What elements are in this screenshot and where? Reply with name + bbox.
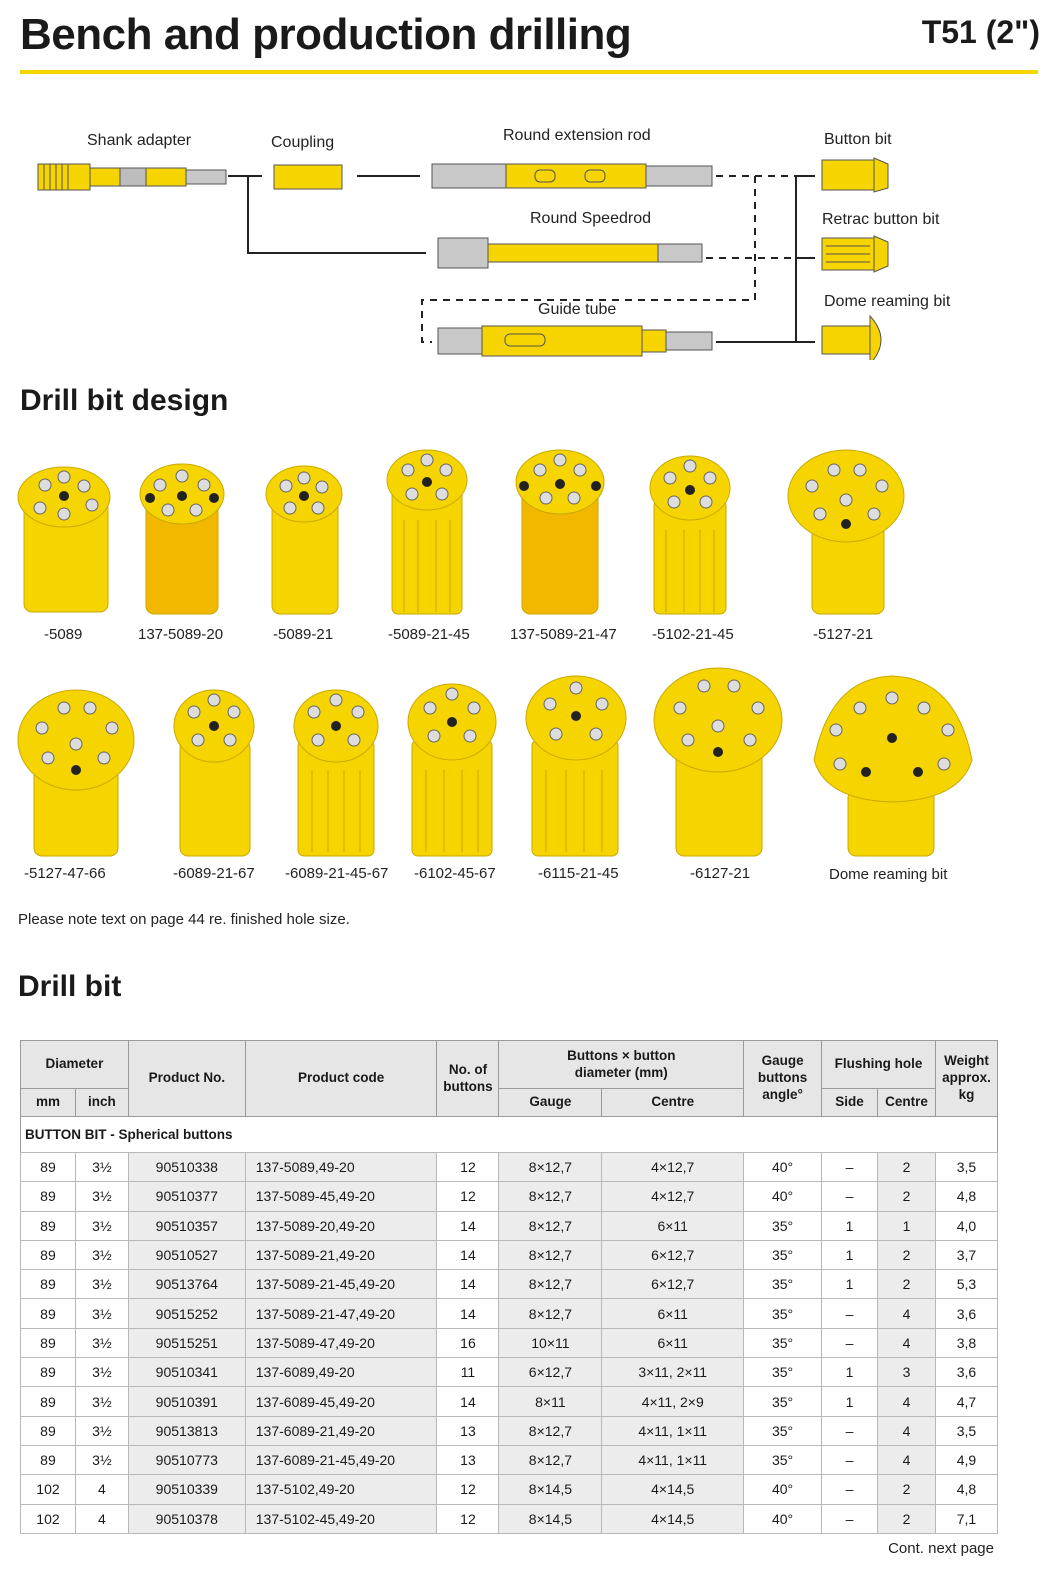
col-product-no: Product No. (128, 1041, 245, 1117)
bit-label: -6102-45-67 (414, 865, 496, 882)
bit-5089-21-45 (387, 450, 467, 614)
table-cell: 4,8 (935, 1182, 997, 1211)
table-row (21, 1211, 998, 1240)
table-cell: 12 (437, 1475, 499, 1504)
table-cell: 6×11 (602, 1328, 744, 1357)
table-cell: 6×12,7 (499, 1358, 602, 1387)
table-cell: 4 (877, 1416, 935, 1445)
table-cell: 90513813 (128, 1416, 245, 1445)
table-cell: 89 (21, 1416, 76, 1445)
table-cell: 16 (437, 1328, 499, 1357)
table-cell: 14 (437, 1387, 499, 1416)
thread-code: T51 (2") (921, 14, 1040, 50)
table-cell: 10×11 (499, 1328, 602, 1357)
table-cell: – (822, 1153, 878, 1182)
extension-rod-graphic (432, 164, 712, 188)
table-cell: 4×11, 2×9 (602, 1387, 744, 1416)
table-row (21, 1504, 998, 1533)
bit-label: -6089-21-67 (173, 865, 255, 882)
table-cell: 1 (822, 1240, 878, 1269)
dome-bit-graphic (822, 316, 881, 360)
table-cell: 3½ (75, 1153, 128, 1182)
table-cell: 1 (822, 1358, 878, 1387)
table-cell: 90515252 (128, 1299, 245, 1328)
col-buttons-diameter: Buttons × button diameter (mm) (499, 1041, 744, 1089)
col-gauge: Gauge (499, 1089, 602, 1117)
table-cell: 90510338 (128, 1153, 245, 1182)
bit-label: 137-5089-21-47 (510, 626, 617, 643)
col-flushing-hole: Flushing hole (822, 1041, 936, 1089)
table-cell: 5,3 (935, 1270, 997, 1299)
table-row (21, 1358, 998, 1387)
table-cell: 137-5089-45,49-20 (245, 1182, 437, 1211)
guide-tube-graphic (438, 326, 712, 356)
table-cell: 8×14,5 (499, 1475, 602, 1504)
bit-6115-21-45 (526, 676, 626, 856)
col-product-code: Product code (245, 1041, 437, 1117)
table-cell: 90510391 (128, 1387, 245, 1416)
table-cell: 35° (744, 1358, 822, 1387)
col-no-of-buttons: No. of buttons (437, 1041, 499, 1117)
table-cell: 3,8 (935, 1328, 997, 1357)
table-cell: 3 (877, 1358, 935, 1387)
bit-label: -5102-21-45 (652, 626, 734, 643)
table-cell: 40° (744, 1475, 822, 1504)
table-cell: 137-5102-45,49-20 (245, 1504, 437, 1533)
table-cell: 13 (437, 1445, 499, 1474)
table-cell: 12 (437, 1504, 499, 1533)
table-cell: 35° (744, 1328, 822, 1357)
bit-label: Dome reaming bit (829, 866, 948, 883)
table-cell: 7,1 (935, 1504, 997, 1533)
table-cell: 137-5089-21,49-20 (245, 1240, 437, 1269)
table-cell: – (822, 1504, 878, 1533)
table-cell: 137-6089,49-20 (245, 1358, 437, 1387)
label-button-bit: Button bit (824, 131, 892, 148)
label-shank-adapter: Shank adapter (87, 132, 192, 149)
bit-5089-21 (266, 466, 342, 614)
hole-size-note: Please note text on page 44 re. finished hole size. (18, 911, 350, 928)
table-cell: 1 (822, 1270, 878, 1299)
bit-6089-21-67 (174, 690, 254, 856)
label-dome-reaming-bit: Dome reaming bit (824, 293, 951, 310)
table-cell: 2 (877, 1475, 935, 1504)
button-bit-graphic (822, 158, 888, 192)
table-cell: 40° (744, 1182, 822, 1211)
table-cell: 137-6089-21,49-20 (245, 1416, 437, 1445)
table-cell: 4×11, 1×11 (602, 1445, 744, 1474)
page-title: Bench and production drilling (20, 10, 632, 59)
table-cell: – (822, 1416, 878, 1445)
table-cell: – (822, 1445, 878, 1474)
table-row (21, 1270, 998, 1299)
table-cell: 4×11, 1×11 (602, 1416, 744, 1445)
table-cell: 3½ (75, 1299, 128, 1328)
shank-adapter-graphic (38, 164, 226, 190)
table-cell: 8×11 (499, 1387, 602, 1416)
table-cell: 8×12,7 (499, 1416, 602, 1445)
table-cell: 89 (21, 1240, 76, 1269)
table-cell: 4,8 (935, 1475, 997, 1504)
table-cell: 137-5089-21-45,49-20 (245, 1270, 437, 1299)
bit-6102-45-67 (408, 684, 496, 856)
table-cell: 90515251 (128, 1328, 245, 1357)
label-coupling: Coupling (271, 134, 335, 151)
bit-dome-reaming (814, 676, 972, 856)
bit-5089 (18, 467, 110, 612)
table-cell: 90510377 (128, 1182, 245, 1211)
table-cell: 89 (21, 1211, 76, 1240)
table-cell: 35° (744, 1445, 822, 1474)
table-cell: 1 (822, 1387, 878, 1416)
bit-5102-21-45 (650, 456, 730, 614)
table-row (21, 1387, 998, 1416)
table-cell: 4 (877, 1299, 935, 1328)
bit-label: -5127-21 (813, 626, 874, 643)
drill-bit-illustrations (0, 440, 1054, 880)
coupling-graphic (274, 165, 342, 189)
continued-note: Cont. next page (888, 1540, 994, 1557)
table-cell: 6×12,7 (602, 1240, 744, 1269)
table-cell: 89 (21, 1270, 76, 1299)
bit-6089-21-45-67 (294, 690, 378, 856)
table-cell: 8×12,7 (499, 1211, 602, 1240)
table-row (21, 1182, 998, 1211)
title-rule (20, 70, 1038, 74)
table-row (21, 1240, 998, 1269)
table-cell: – (822, 1299, 878, 1328)
table-cell: 3,5 (935, 1416, 997, 1445)
table-cell: 137-6089-21-45,49-20 (245, 1445, 437, 1474)
col-side: Side (822, 1089, 878, 1117)
table-cell: 3½ (75, 1211, 128, 1240)
col-weight: Weight approx. kg (935, 1041, 997, 1117)
table-cell: 2 (877, 1504, 935, 1533)
col-mm: mm (21, 1089, 76, 1117)
table-cell: 35° (744, 1211, 822, 1240)
table-cell: 4×12,7 (602, 1182, 744, 1211)
table-cell: 3½ (75, 1445, 128, 1474)
col-flush-centre: Centre (877, 1089, 935, 1117)
table-cell: 137-5089-21-47,49-20 (245, 1299, 437, 1328)
table-cell: 2 (877, 1270, 935, 1299)
table-cell: 2 (877, 1153, 935, 1182)
bit-5127-21 (788, 450, 904, 614)
bit-137-5089-20 (140, 464, 224, 614)
bit-137-5089-21-47 (516, 450, 604, 614)
table-cell: 3½ (75, 1358, 128, 1387)
bit-label: -6115-21-45 (538, 865, 619, 882)
table-cell: 6×11 (602, 1299, 744, 1328)
table-cell: 3½ (75, 1416, 128, 1445)
table-cell: 35° (744, 1387, 822, 1416)
table-cell: 1 (877, 1211, 935, 1240)
table-cell: 4 (75, 1475, 128, 1504)
table-cell: 3,5 (935, 1153, 997, 1182)
bit-label: -6089-21-45-67 (285, 865, 389, 882)
table-cell: 4 (877, 1328, 935, 1357)
label-round-extension-rod: Round extension rod (503, 127, 651, 144)
drill-bit-table (20, 1040, 998, 1534)
table-row (21, 1445, 998, 1474)
table-cell: 3½ (75, 1328, 128, 1357)
table-cell: 6×11 (602, 1211, 744, 1240)
table-cell: 14 (437, 1240, 499, 1269)
table-cell: 89 (21, 1182, 76, 1211)
design-heading: Drill bit design (20, 384, 229, 417)
table-row (21, 1475, 998, 1504)
table-cell: 4×12,7 (602, 1153, 744, 1182)
table-cell: 137-5089,49-20 (245, 1153, 437, 1182)
table-cell: 137-5089-47,49-20 (245, 1328, 437, 1357)
table-cell: 137-6089-45,49-20 (245, 1387, 437, 1416)
table-cell: 13 (437, 1416, 499, 1445)
table-cell: 8×12,7 (499, 1182, 602, 1211)
table-cell: 8×12,7 (499, 1270, 602, 1299)
table-cell: 6×12,7 (602, 1270, 744, 1299)
col-centre: Centre (602, 1089, 744, 1117)
table-cell: 3½ (75, 1240, 128, 1269)
table-cell: 8×14,5 (499, 1504, 602, 1533)
table-cell: 4,0 (935, 1211, 997, 1240)
bit-label: -5089-21 (273, 626, 334, 643)
table-cell: 8×12,7 (499, 1299, 602, 1328)
table-row (21, 1299, 998, 1328)
table-cell: 11 (437, 1358, 499, 1387)
table-cell: 90510341 (128, 1358, 245, 1387)
table-cell: 89 (21, 1299, 76, 1328)
table-cell: 40° (744, 1153, 822, 1182)
table-section-row: BUTTON BIT - Spherical buttons (21, 1117, 998, 1153)
table-cell: 3,7 (935, 1240, 997, 1269)
table-heading: Drill bit (18, 970, 122, 1003)
table-cell: 90510773 (128, 1445, 245, 1474)
bit-label: -5127-47-66 (24, 865, 106, 882)
table-cell: 4,9 (935, 1445, 997, 1474)
label-guide-tube: Guide tube (538, 301, 617, 318)
table-cell: 4,7 (935, 1387, 997, 1416)
table-cell: 137-5089-20,49-20 (245, 1211, 437, 1240)
table-cell: 3½ (75, 1387, 128, 1416)
table-cell: 137-5102,49-20 (245, 1475, 437, 1504)
table-cell: 35° (744, 1299, 822, 1328)
retrac-bit-graphic (822, 236, 888, 272)
col-inch: inch (75, 1089, 128, 1117)
table-cell: 90510357 (128, 1211, 245, 1240)
table-cell: 35° (744, 1270, 822, 1299)
table-cell: 4 (75, 1504, 128, 1533)
table-cell: 12 (437, 1153, 499, 1182)
table-cell: 2 (877, 1182, 935, 1211)
table-cell: 14 (437, 1211, 499, 1240)
table-cell: 14 (437, 1299, 499, 1328)
bit-6127-21 (654, 668, 782, 856)
table-cell: 8×12,7 (499, 1153, 602, 1182)
bit-label: -5089-21-45 (388, 626, 470, 643)
table-cell: 40° (744, 1504, 822, 1533)
table-cell: 89 (21, 1445, 76, 1474)
table-cell: 3½ (75, 1182, 128, 1211)
table-cell: 89 (21, 1358, 76, 1387)
table-cell: 4×14,5 (602, 1475, 744, 1504)
table-cell: – (822, 1328, 878, 1357)
label-retrac-button-bit: Retrac button bit (822, 211, 940, 228)
table-cell: 102 (21, 1504, 76, 1533)
table-cell: – (822, 1475, 878, 1504)
table-row (21, 1416, 998, 1445)
table-cell: 8×12,7 (499, 1240, 602, 1269)
table-cell: 12 (437, 1182, 499, 1211)
table-row (21, 1153, 998, 1182)
bit-label: -5089 (44, 626, 83, 643)
bit-5127-47-66 (18, 690, 134, 856)
table-cell: 2 (877, 1240, 935, 1269)
col-diameter: Diameter (21, 1041, 129, 1089)
col-gauge-angle: Gauge buttons angle° (744, 1041, 822, 1117)
table-cell: 89 (21, 1328, 76, 1357)
table-cell: 90513764 (128, 1270, 245, 1299)
table-cell: 4×14,5 (602, 1504, 744, 1533)
table-cell: – (822, 1182, 878, 1211)
table-cell: 4 (877, 1445, 935, 1474)
table-cell: 14 (437, 1270, 499, 1299)
table-row (21, 1328, 998, 1357)
table-cell: 90510339 (128, 1475, 245, 1504)
bit-label: 137-5089-20 (138, 626, 224, 643)
table-cell: 35° (744, 1240, 822, 1269)
table-cell: 90510378 (128, 1504, 245, 1533)
table-cell: 89 (21, 1153, 76, 1182)
table-cell: 89 (21, 1387, 76, 1416)
table-cell: 90510527 (128, 1240, 245, 1269)
speedrod-graphic (438, 238, 702, 268)
label-round-speedrod: Round Speedrod (530, 210, 651, 227)
table-cell: 35° (744, 1416, 822, 1445)
bit-label: -6127-21 (690, 865, 751, 882)
table-cell: 3½ (75, 1270, 128, 1299)
table-cell: 4 (877, 1387, 935, 1416)
table-cell: 3×11, 2×11 (602, 1358, 744, 1387)
table-cell: 3,6 (935, 1299, 997, 1328)
table-cell: 102 (21, 1475, 76, 1504)
table-cell: 1 (822, 1211, 878, 1240)
table-cell: 3,6 (935, 1358, 997, 1387)
table-cell: 8×12,7 (499, 1445, 602, 1474)
